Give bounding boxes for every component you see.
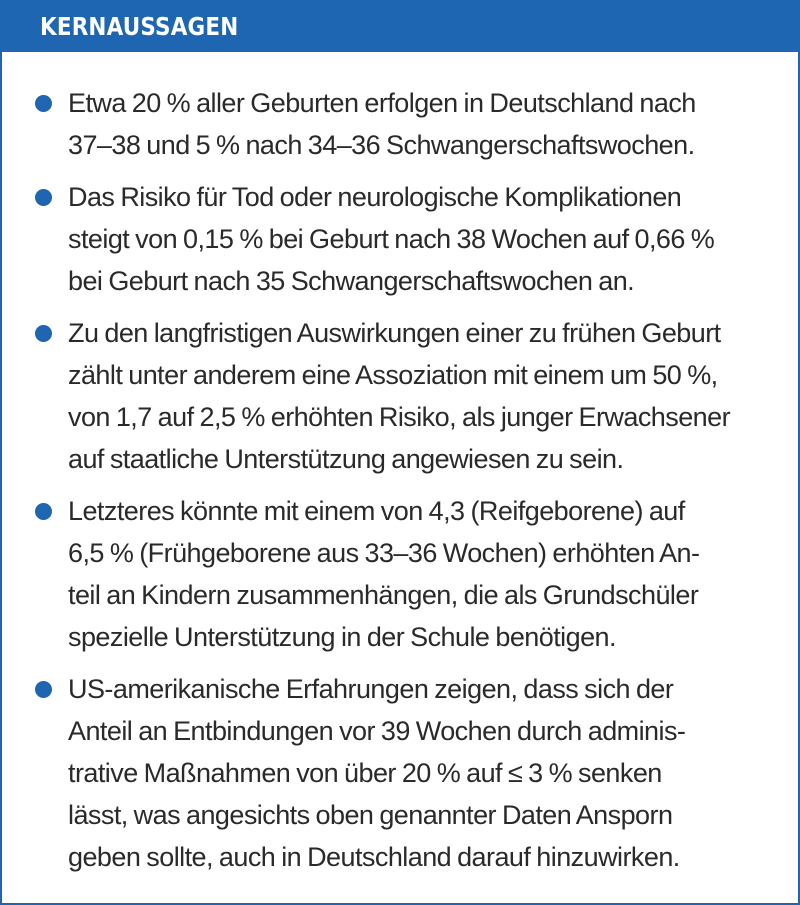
list-item-line: 6,5 % (Frühgeborene aus 33–36 Wochen) erhöhten An- [68,538,700,568]
list-item [2,490,798,658]
bullet-icon [35,189,52,206]
list-item-line: Etwa 20 % aller Geburten erfolgen in Deutschland nach [68,88,696,118]
list-item-line: geben sollte, auch in Deutschland darauf hinzuwirken. [68,842,680,872]
list-item [2,82,798,166]
header-bar [2,0,798,52]
list-item-line: Letzteres könnte mit einem von 4,3 (Reifgeborene) auf [68,496,685,526]
list-item [2,668,798,878]
bullet-icon [35,681,52,698]
list-item [2,312,798,480]
bullet-icon [35,325,52,342]
list-item-line: Das Risiko für Tod oder neurologische Komplikationen [68,182,682,212]
header-title: KERNAUSSAGEN [40,11,239,41]
list-item-line: teil an Kindern zusammenhängen, die als Grundschüler [68,580,699,610]
bullet-icon [35,95,52,112]
list-item-line: trative Maßnahmen von über 20 % auf ≤ 3 % senken [68,758,662,788]
list-item-line: lässt, was angesichts oben genannter Daten Ansporn [68,800,673,830]
list-item [2,176,798,302]
key-statements-list [2,52,798,878]
list-item-line: spezielle Unterstützung in der Schule benötigen. [68,622,616,652]
list-item-line: zählt unter anderem eine Assoziation mit einem um 50 %, [68,360,718,390]
list-item-line: steigt von 0,15 % bei Geburt nach 38 Wochen auf 0,66 % [68,224,715,254]
list-item-line: Zu den langfristigen Auswirkungen einer zu frühen Geburt [68,318,721,348]
list-item-line: Anteil an Entbindungen vor 39 Wochen durch adminis- [68,716,686,746]
bullet-icon [35,503,52,520]
list-item-line: 37–38 und 5 % nach 34–36 Schwangerschaftswochen. [68,130,695,160]
list-item-line: US-amerikanische Erfahrungen zeigen, dass sich der [68,674,674,704]
list-item-line: auf staatliche Unterstützung angewiesen zu sein. [68,444,624,474]
list-item-line: von 1,7 auf 2,5 % erhöhten Risiko, als junger Erwachsener [68,402,731,432]
list-item-line: bei Geburt nach 35 Schwangerschaftswochen an. [68,266,635,296]
